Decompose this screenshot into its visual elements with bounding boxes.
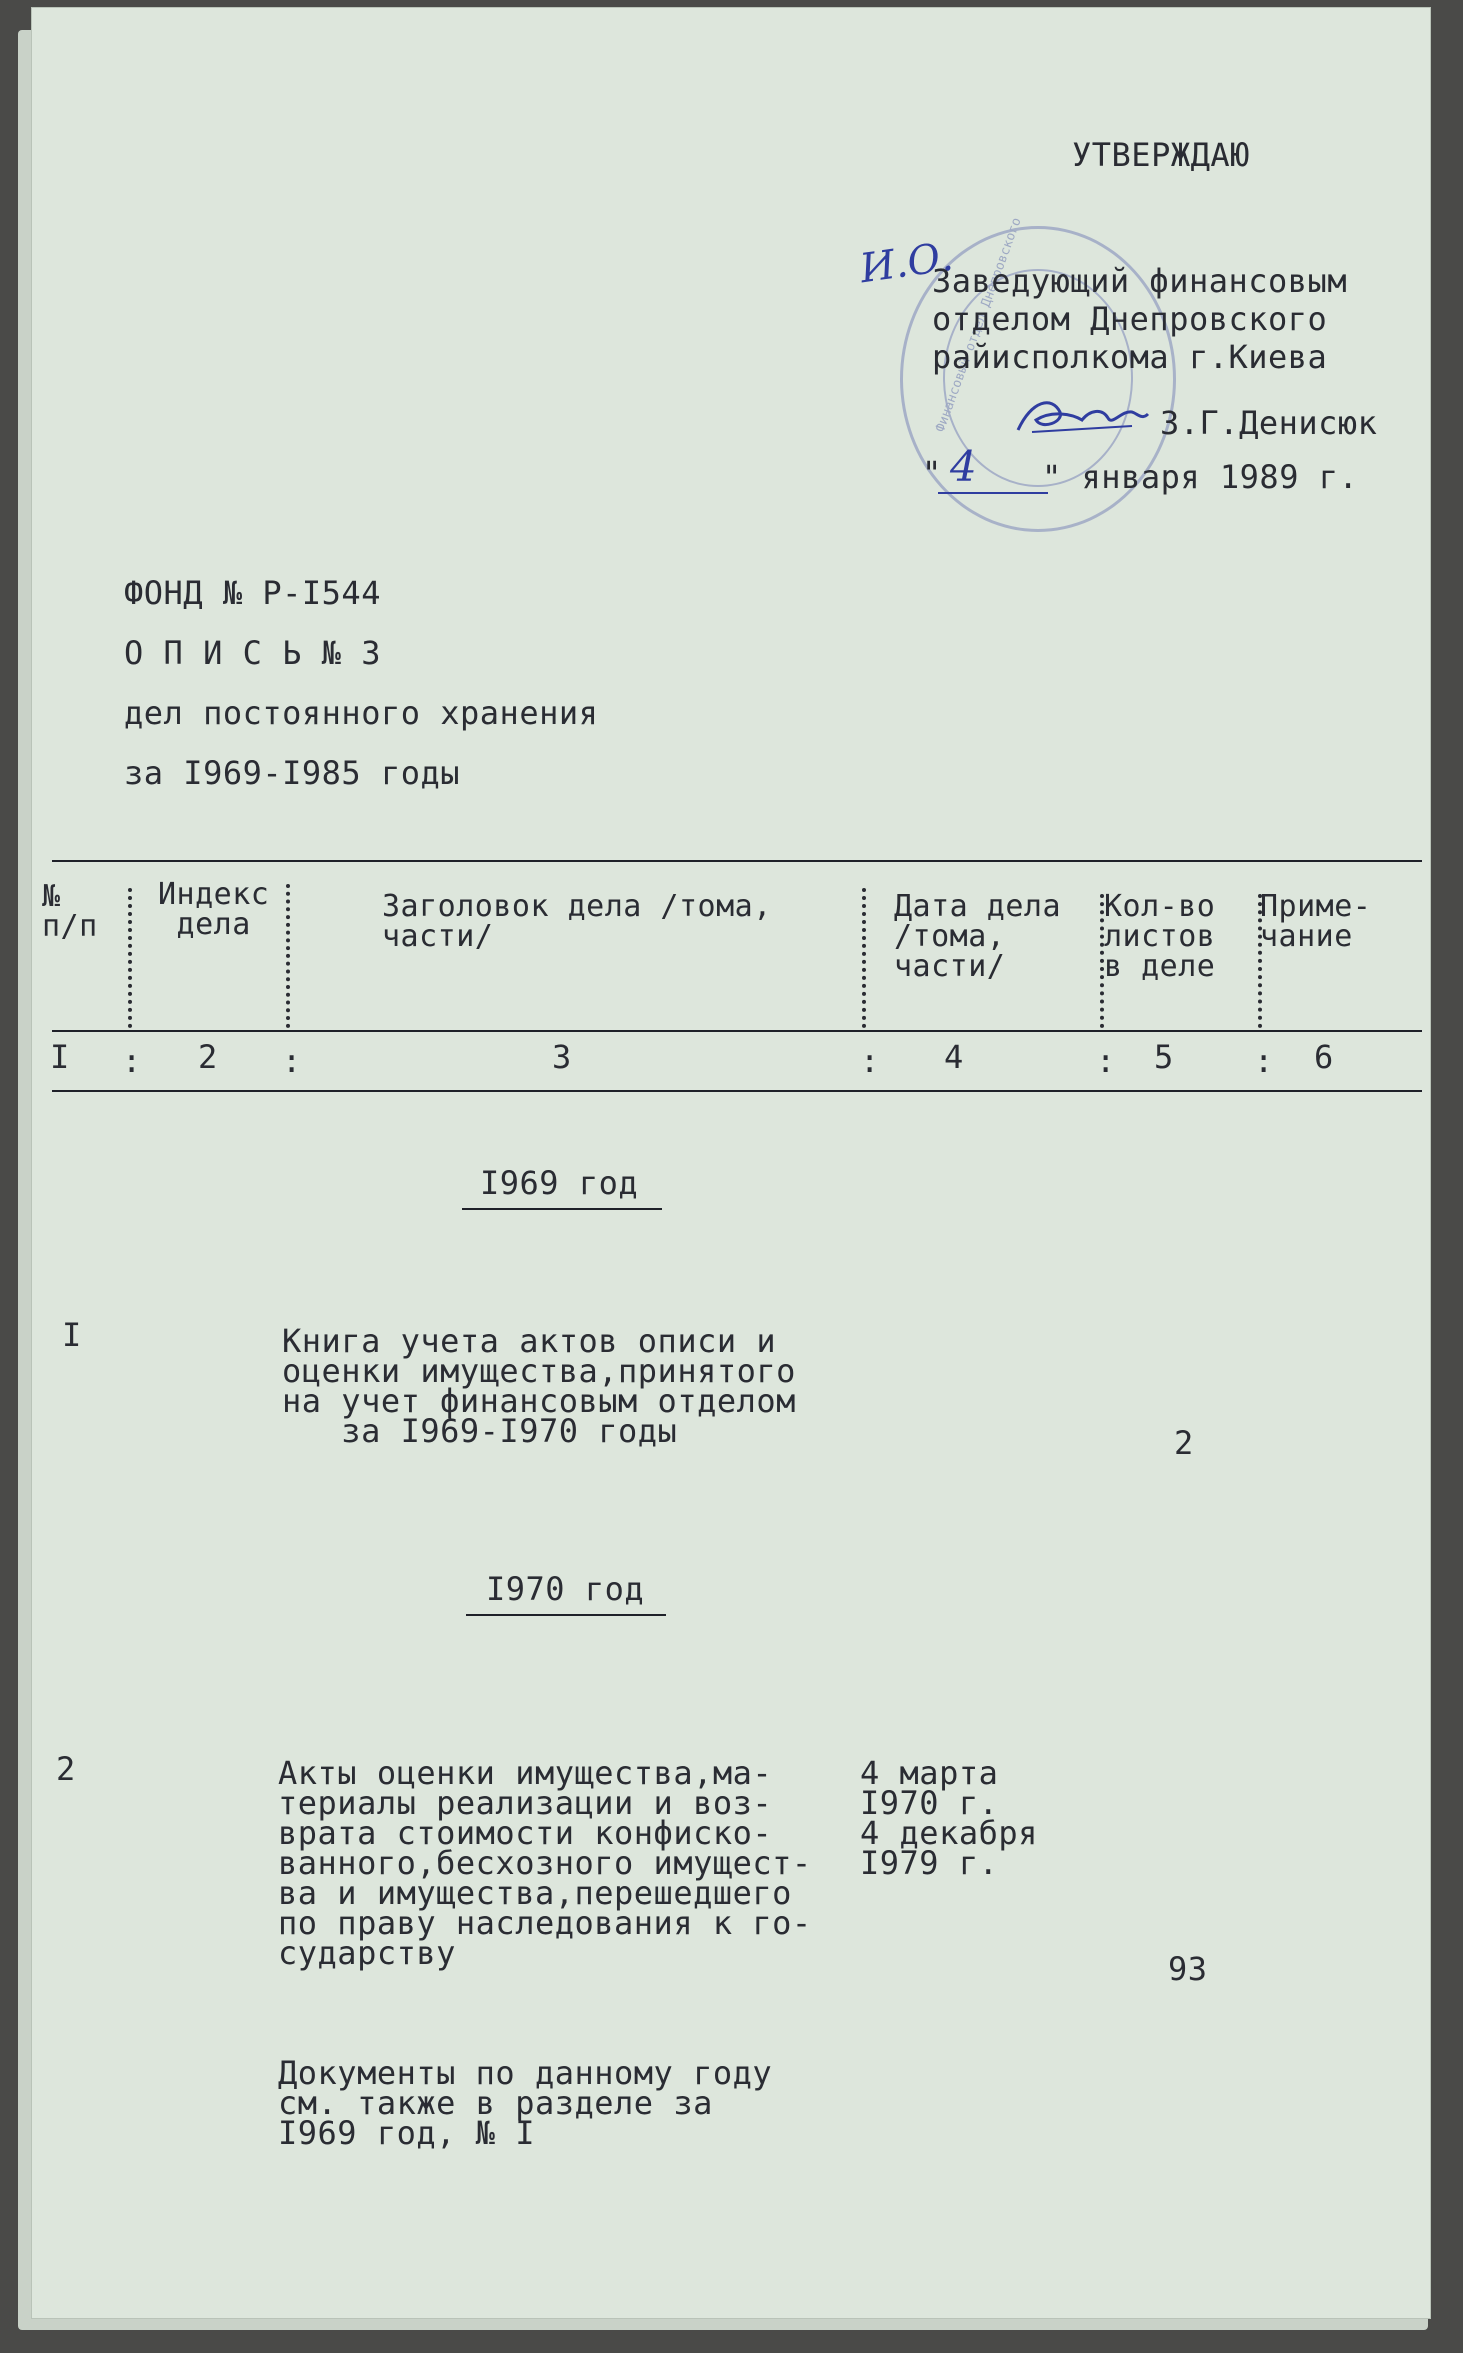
section-year-1970: I970 год — [486, 1570, 645, 1608]
item-title: Книга учета актов описи и оценки имущества,принятого на учет финансовым отделом за I969-I970 годы — [282, 1322, 796, 1450]
document-page — [32, 8, 1430, 2318]
approver-position-line2: отделом Днепровского — [932, 300, 1328, 338]
col-number-5: 5 — [1154, 1038, 1174, 1076]
col-number-6: 6 — [1314, 1038, 1334, 1076]
io-handwritten-mark: И.О. — [857, 233, 956, 293]
approval-date-day: 4 — [950, 442, 977, 491]
col-separator — [1258, 894, 1266, 1028]
col-number-sep: : — [1254, 1042, 1274, 1080]
item-number: I — [62, 1316, 82, 1354]
date-day-underline — [938, 492, 1048, 494]
col-header-number: № п/п — [42, 879, 98, 944]
col-separator — [1100, 894, 1108, 1028]
item-sheet-count: 93 — [1168, 1950, 1208, 1988]
col-separator — [286, 884, 294, 1028]
approver-name: З.Г.Денисюк — [1160, 404, 1378, 442]
section-note: Документы по данному году см. также в разделе за I969 год, № I — [278, 2054, 773, 2152]
approve-heading: УТВЕРЖДАЮ — [1072, 136, 1250, 174]
col-number-1: I — [50, 1038, 70, 1076]
col-header-title: Заголовок дела /тома, части/ — [382, 889, 772, 954]
table-colnum-rule — [52, 1090, 1422, 1092]
approver-position-line1: Заведующий финансовым — [932, 262, 1348, 300]
approval-date-open-quote: " — [922, 454, 942, 492]
opis-number: О П И С Ь № 3 — [124, 634, 381, 672]
col-number-sep: : — [1096, 1042, 1116, 1080]
col-separator — [128, 888, 136, 1028]
item-title: Акты оценки имущества,ма- териалы реализации и воз- врата стоимости конфиско- ванного,бесхозного имущест- ва и имущества,перешедшего по праву наследования к го- сударству — [278, 1754, 812, 1972]
col-number-4: 4 — [944, 1038, 964, 1076]
col-header-note: Приме- чание — [1260, 889, 1372, 954]
col-number-sep: : — [282, 1042, 302, 1080]
col-header-index: Индекс дела — [158, 877, 270, 942]
item-number: 2 — [56, 1750, 76, 1788]
col-number-2: 2 — [198, 1038, 218, 1076]
section-year-underline — [462, 1208, 662, 1210]
col-header-date: Дата дела /тома, части/ — [894, 889, 1062, 984]
fond-number: ФОНД № Р-I544 — [124, 574, 381, 612]
table-top-rule — [52, 860, 1422, 862]
inventory-years: за I969-I985 годы — [124, 754, 461, 792]
section-year-underline — [466, 1614, 666, 1616]
approval-date-rest: " января 1989 г. — [1042, 458, 1359, 496]
handwritten-signature — [1012, 390, 1152, 440]
col-number-3: 3 — [552, 1038, 572, 1076]
section-year-1969: I969 год — [480, 1164, 639, 1202]
approver-position-line3: райисполкома г.Киева — [932, 338, 1328, 376]
table-header-rule — [52, 1030, 1422, 1032]
inventory-description: дел постоянного хранения — [124, 694, 599, 732]
item-sheet-count: 2 — [1174, 1424, 1194, 1462]
col-number-sep: : — [860, 1042, 880, 1080]
item-date-range: 4 марта I970 г. 4 декабря I979 г. — [860, 1754, 1038, 1882]
stamp-text: Финансовый отдел Днепровского — [933, 215, 1025, 435]
col-header-sheets: Кол-во листов в деле — [1104, 889, 1216, 984]
col-number-sep: : — [122, 1042, 142, 1080]
col-separator — [862, 888, 870, 1028]
